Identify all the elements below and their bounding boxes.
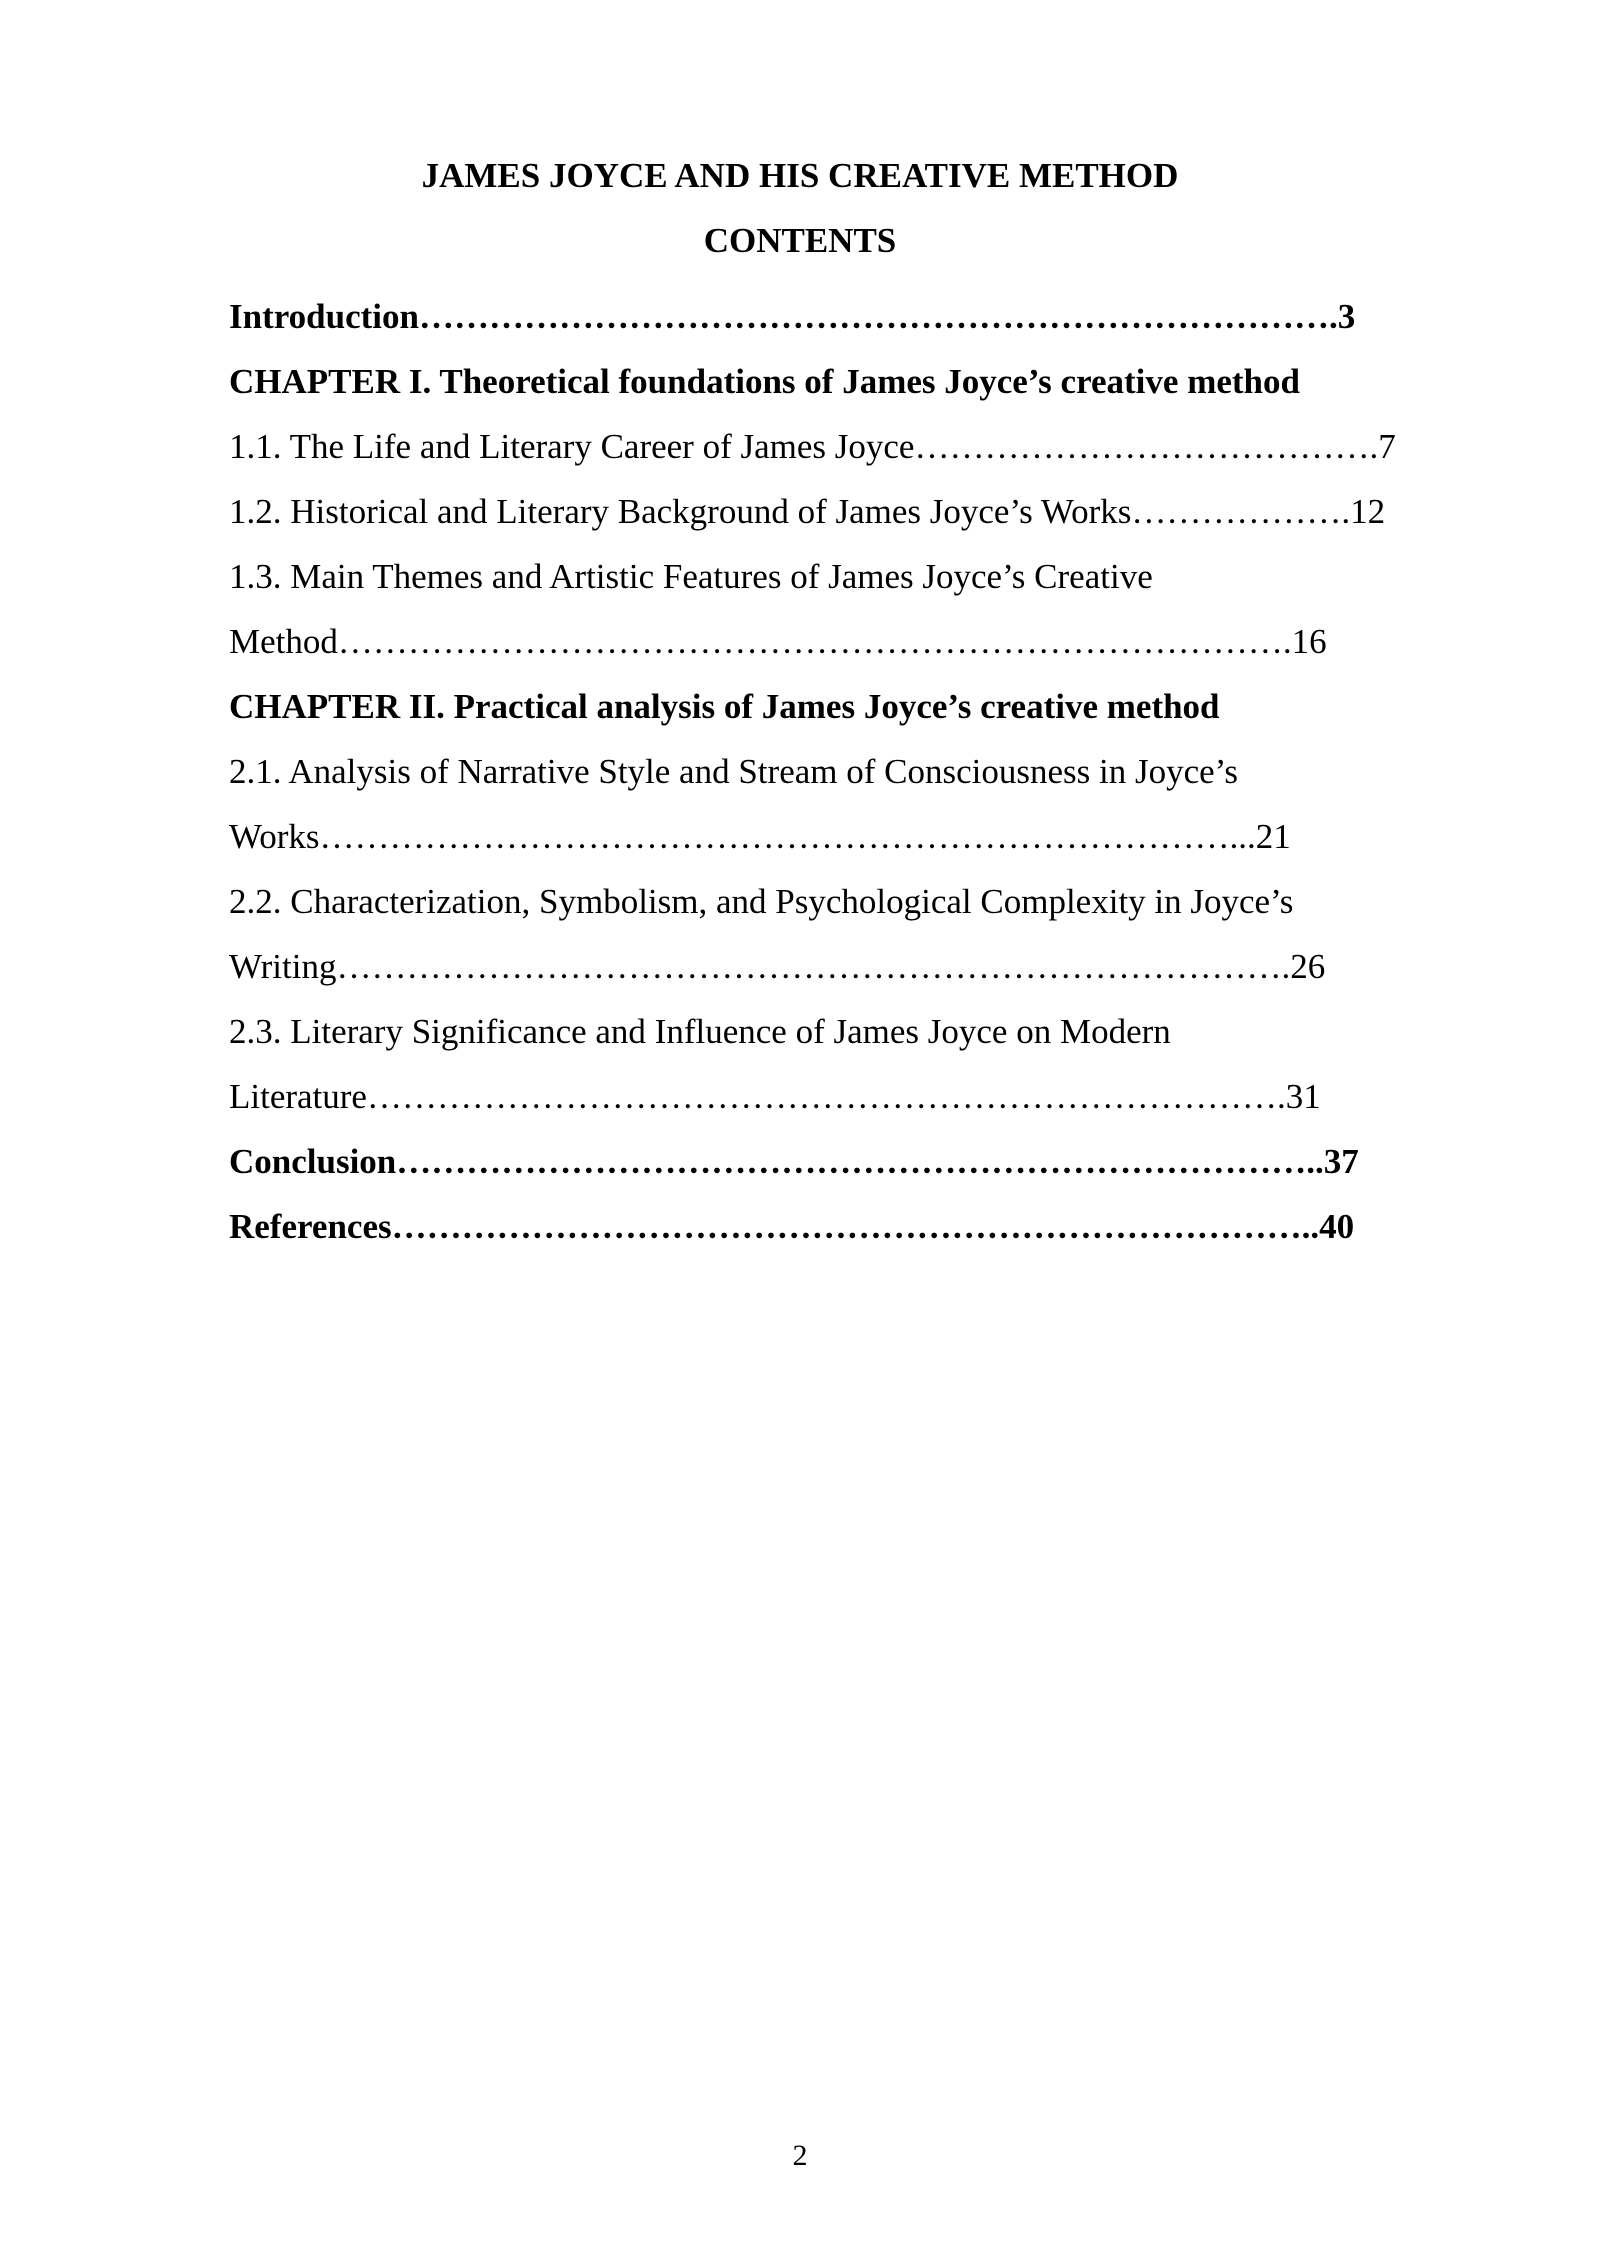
table-of-contents xyxy=(229,284,1489,1259)
toc-references: References……………………………………………………………………..40 xyxy=(229,1207,1355,1246)
toc-introduction: Introduction…………………………………………………………………….3 xyxy=(229,297,1356,336)
toc-section-1-1: 1.1. The Life and Literary Career of James Joyce………………………………….7 xyxy=(229,427,1396,466)
toc-section-1-3-line-2: Method……………………………………………………………………….16 xyxy=(229,622,1327,661)
toc-section-2-1-line-1: 2.1. Analysis of Narrative Style and Stream of Consciousness in Joyce’s xyxy=(229,752,1239,791)
toc-conclusion: Conclusion……………………………………………………………………..37 xyxy=(229,1142,1359,1181)
toc-chapter-1-heading: CHAPTER I. Theoretical foundations of James Joyce’s creative method xyxy=(229,362,1300,401)
document-title: JAMES JOYCE AND HIS CREATIVE METHOD xyxy=(421,156,1179,195)
contents-heading: CONTENTS xyxy=(703,221,897,260)
toc-chapter-2-heading: CHAPTER II. Practical analysis of James Joyce’s creative method xyxy=(229,687,1220,726)
toc-section-2-2-line-2: Writing……………………………………………………………………….26 xyxy=(229,947,1326,986)
toc-section-2-3-line-1: 2.3. Literary Significance and Influence of James Joyce on Modern xyxy=(229,1012,1171,1051)
toc-section-2-2-line-1: 2.2. Characterization, Symbolism, and Psychological Complexity in Joyce’s xyxy=(229,882,1294,921)
page-number: 2 xyxy=(792,2139,808,2172)
toc-section-2-1-line-2: Works……………………………………………………………………...21 xyxy=(229,817,1291,856)
toc-section-1-3-line-1: 1.3. Main Themes and Artistic Features of James Joyce’s Creative xyxy=(229,557,1153,596)
toc-section-2-3-line-2: Literature…………………………………………………………………….31 xyxy=(229,1077,1321,1116)
toc-section-1-2: 1.2. Historical and Literary Background of James Joyce’s Works……………….12 xyxy=(229,492,1386,531)
